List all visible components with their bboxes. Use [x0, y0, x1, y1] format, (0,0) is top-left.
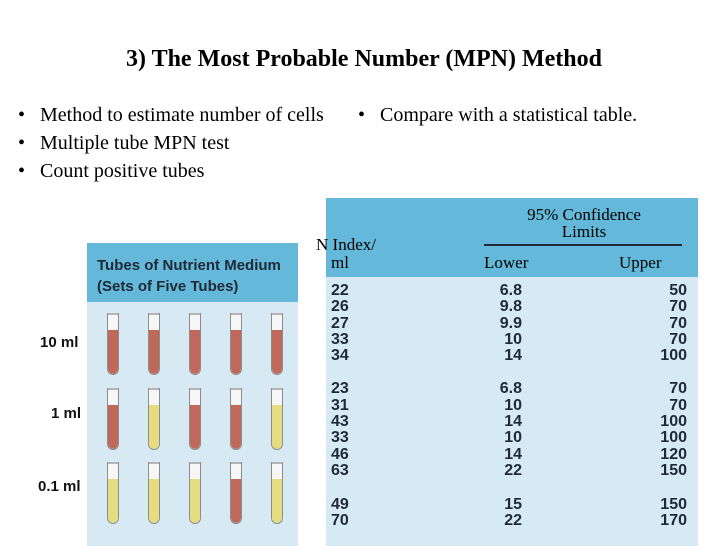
table-cell-index: 33 — [331, 331, 349, 348]
tube-fill — [108, 479, 118, 523]
header-divider — [484, 244, 682, 246]
test-tube — [271, 462, 283, 524]
tube-fill — [190, 479, 200, 523]
table-cell-lower: 22 — [504, 512, 522, 529]
test-tube — [148, 462, 160, 524]
bullet-text: Method to estimate number of cells — [40, 104, 324, 126]
table-cell-index: 34 — [331, 347, 349, 364]
header-lower: Lower — [484, 253, 529, 272]
table-cell-index: 27 — [331, 315, 349, 332]
table-cell-index: 31 — [331, 397, 349, 414]
slide-title: 3) The Most Probable Number (MPN) Method — [126, 46, 602, 72]
bullet-dot: • — [18, 160, 26, 182]
bullet-item — [354, 103, 674, 128]
table-cell-upper: 70 — [669, 380, 687, 397]
table-cell-upper: 70 — [669, 298, 687, 315]
tube-fill — [231, 405, 241, 449]
table-cell-upper: 70 — [669, 331, 687, 348]
table-cell-lower: 10 — [504, 429, 522, 446]
bullet-item — [14, 103, 334, 128]
table-cell-index: 46 — [331, 446, 349, 463]
table-cell-upper: 150 — [660, 496, 687, 513]
tubes-figure-header — [87, 243, 298, 302]
row-label-10ml: 10 ml — [40, 334, 79, 351]
table-cell-lower: 6.8 — [499, 380, 522, 397]
table-cell-lower: 22 — [504, 462, 522, 479]
test-tube — [107, 388, 119, 450]
tubes-header-line1: Tubes of Nutrient Medium — [97, 257, 281, 274]
table-cell-lower: 6.8 — [499, 282, 522, 299]
header-index-line1: N Index/ — [316, 235, 376, 254]
tube-fill — [149, 479, 159, 523]
bullet-text: Count positive tubes — [40, 160, 205, 182]
test-tube — [271, 313, 283, 375]
table-cell-index: 43 — [331, 413, 349, 430]
table-cell-lower: 14 — [504, 413, 522, 430]
right-bullet-list — [354, 103, 674, 131]
tubes-header-line2: (Sets of Five Tubes) — [97, 278, 239, 295]
tube-fill — [272, 405, 282, 449]
tube-fill — [190, 330, 200, 374]
bullet-text: Multiple tube MPN test — [40, 132, 230, 154]
table-cell-upper: 100 — [660, 347, 687, 364]
bullet-item — [14, 131, 334, 156]
table-cell-upper: 150 — [660, 462, 687, 479]
row-label-1ml: 1 ml — [51, 405, 82, 422]
table-cell-lower: 14 — [504, 347, 522, 364]
table-cell-upper: 120 — [660, 446, 687, 463]
table-cell-index: 63 — [331, 462, 349, 479]
tube-fill — [231, 330, 241, 374]
bullet-dot: • — [18, 132, 26, 154]
test-tube — [148, 313, 160, 375]
table-cell-upper: 70 — [669, 397, 687, 414]
test-tube — [189, 313, 201, 375]
tube-fill — [149, 405, 159, 449]
left-bullet-list — [14, 103, 334, 187]
header-index-line2: ml — [331, 253, 349, 272]
header-limits: Limits — [561, 222, 607, 241]
table-cell-lower: 10 — [504, 397, 522, 414]
table-cell-upper: 100 — [660, 413, 687, 430]
tube-fill — [231, 479, 241, 523]
table-cell-index: 22 — [331, 282, 349, 299]
test-tube — [271, 388, 283, 450]
test-tube — [189, 462, 201, 524]
bullet-text: Compare with a statistical table. — [380, 104, 638, 126]
header-upper: Upper — [619, 253, 662, 272]
test-tube — [230, 462, 242, 524]
tube-fill — [272, 330, 282, 374]
test-tube — [189, 388, 201, 450]
table-cell-lower: 15 — [504, 496, 522, 513]
table-cell-lower: 10 — [504, 331, 522, 348]
bullet-dot: • — [358, 104, 366, 126]
test-tube — [230, 388, 242, 450]
test-tube — [107, 462, 119, 524]
row-label-0-1ml: 0.1 ml — [38, 478, 81, 495]
tube-fill — [108, 405, 118, 449]
table-cell-lower: 14 — [504, 446, 522, 463]
table-cell-upper: 70 — [669, 315, 687, 332]
tube-fill — [108, 330, 118, 374]
tube-fill — [272, 479, 282, 523]
table-cell-index: 33 — [331, 429, 349, 446]
table-cell-index: 70 — [331, 512, 349, 529]
table-cell-upper: 100 — [660, 429, 687, 446]
test-tube — [230, 313, 242, 375]
test-tube — [107, 313, 119, 375]
tube-fill — [149, 330, 159, 374]
table-cell-lower: 9.8 — [499, 298, 522, 315]
table-cell-upper: 170 — [660, 512, 687, 529]
tube-fill — [190, 405, 200, 449]
table-cell-lower: 9.9 — [499, 315, 522, 332]
table-cell-index: 23 — [331, 380, 349, 397]
bullet-dot: • — [18, 104, 26, 126]
bullet-item — [14, 159, 334, 184]
header-confidence: 95% Confidence — [527, 205, 641, 224]
table-cell-upper: 50 — [669, 282, 687, 299]
table-cell-index: 26 — [331, 298, 349, 315]
test-tube — [148, 388, 160, 450]
table-cell-index: 49 — [331, 496, 349, 513]
